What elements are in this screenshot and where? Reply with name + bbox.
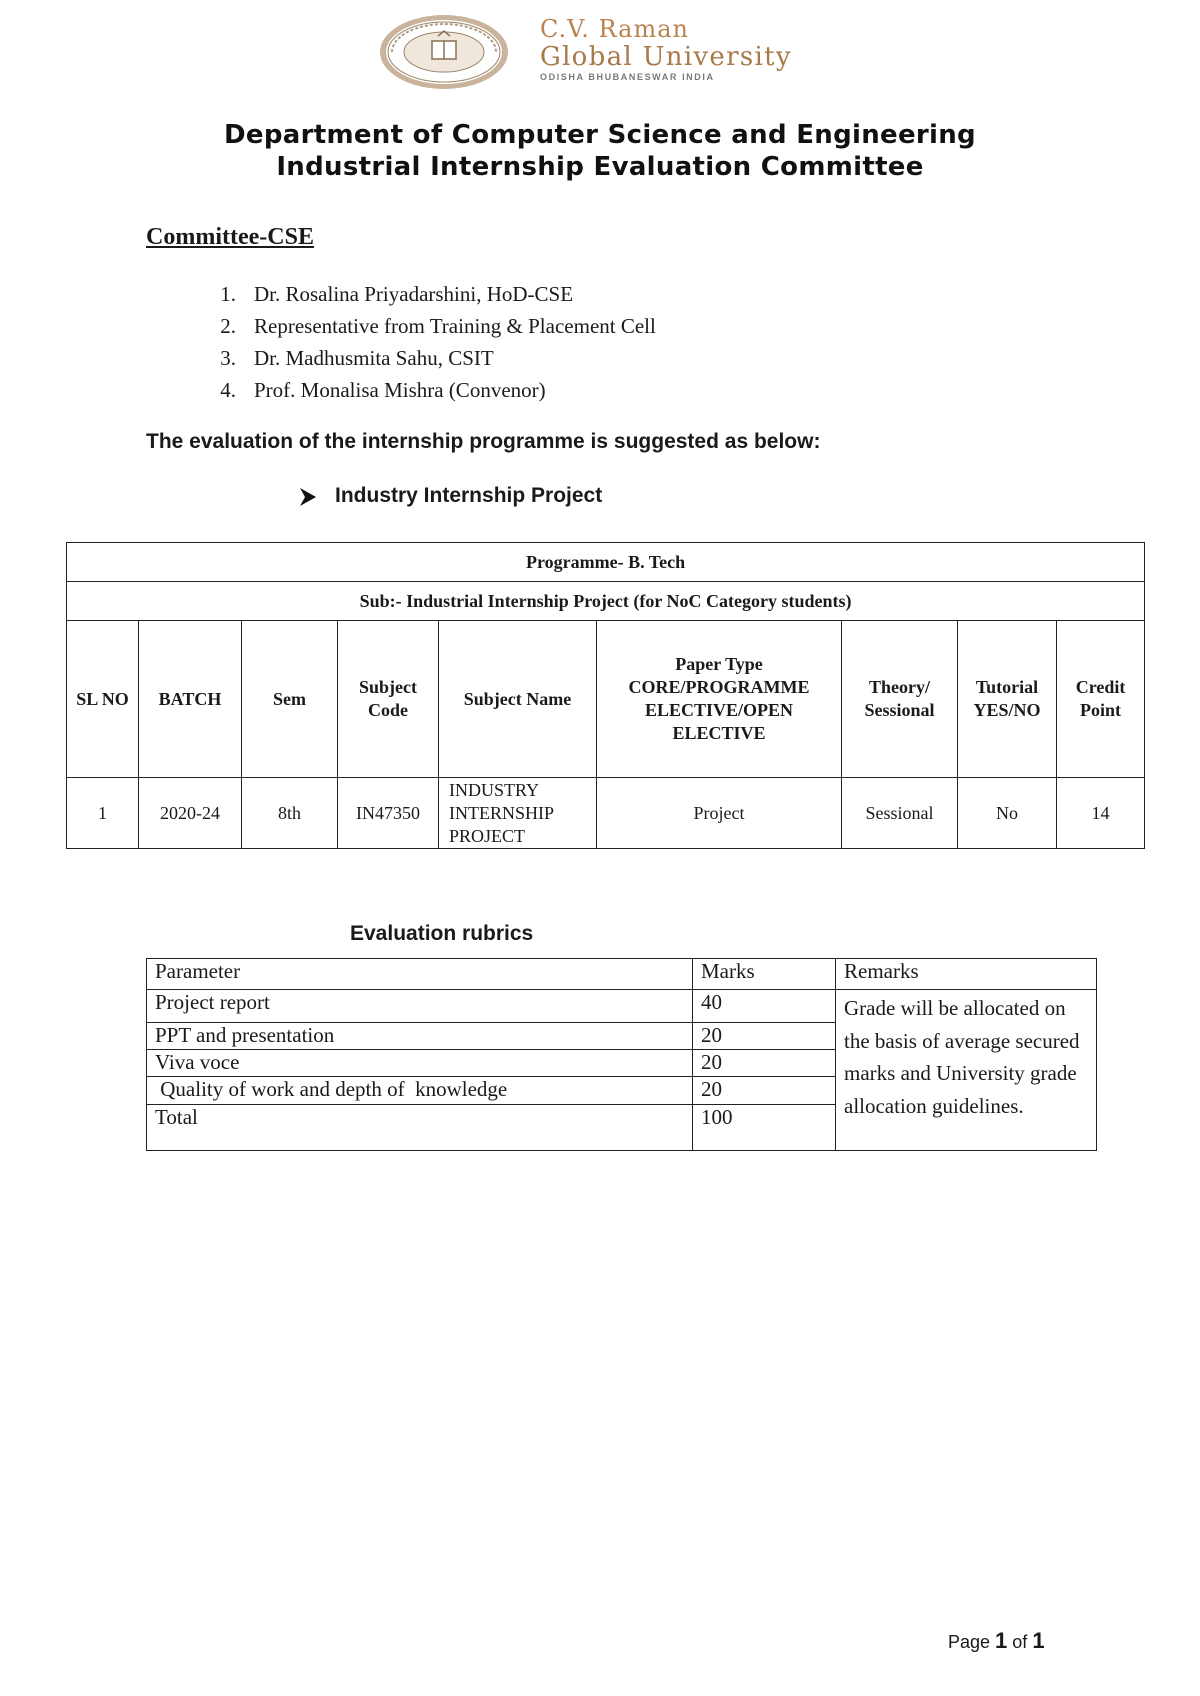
member-name: Dr. Rosalina Priyadarshini, HoD-CSE	[254, 282, 574, 306]
header-paper-type: Paper Type CORE/PROGRAMME ELECTIVE/OPEN ELECTIVE	[597, 621, 842, 778]
cell-sl-no: 1	[67, 778, 139, 849]
list-number: 4.	[220, 378, 236, 402]
section-heading: Industry Internship Project	[335, 484, 603, 507]
header-tutorial: Tutorial YES/NO	[958, 621, 1057, 778]
list-number: 2.	[220, 314, 236, 338]
rubrics-heading: Evaluation rubrics	[350, 922, 534, 945]
header-marks: Marks	[693, 959, 836, 990]
remarks-cell: Grade will be allocated on the basis of average secured marks and University grade allocation guidelines.	[836, 990, 1097, 1151]
cell-paper-type: Project	[597, 778, 842, 849]
cell-subject-name: INDUSTRY INTERNSHIP PROJECT	[439, 778, 597, 849]
cell-tutorial: No	[958, 778, 1057, 849]
cell-batch: 2020-24	[139, 778, 242, 849]
subject-line: Sub:- Industrial Internship Project (for NoC Category students)	[67, 582, 1145, 621]
university-seal-logo	[378, 14, 510, 90]
header-remarks: Remarks	[836, 959, 1097, 990]
header-sem: Sem	[242, 621, 338, 778]
parameter-cell: Project report	[147, 990, 693, 1023]
parameter-cell: Quality of work and depth of knowledge	[147, 1077, 693, 1105]
department-heading: Department of Computer Science and Engineering	[224, 120, 976, 150]
cell-sem: 8th	[242, 778, 338, 849]
page-footer	[948, 1628, 1045, 1654]
list-number: 3.	[220, 346, 236, 370]
parameter-cell: PPT and presentation	[147, 1023, 693, 1050]
header-parameter: Parameter	[147, 959, 693, 990]
logo-title-line2: Global University	[540, 42, 792, 72]
parameter-cell: Total	[147, 1105, 693, 1151]
table-row	[67, 778, 1145, 849]
page-number: 1	[995, 1628, 1008, 1653]
marks-cell: 20	[693, 1050, 836, 1077]
table-row	[147, 990, 1097, 1023]
logo-title-line1: C.V. Raman	[540, 15, 689, 43]
marks-cell: 20	[693, 1023, 836, 1050]
evaluation-intro: The evaluation of the internship programme is suggested as below:	[146, 430, 821, 453]
list-number: 1.	[220, 282, 236, 306]
header-subject-name: Subject Name	[439, 621, 597, 778]
marks-cell: 20	[693, 1077, 836, 1105]
logo-location-line: ODISHA BHUBANESWAR INDIA	[540, 72, 715, 82]
header-theory-sessional: Theory/ Sessional	[842, 621, 958, 778]
member-name: Dr. Madhusmita Sahu, CSIT	[254, 346, 494, 370]
header-sl-no: SL NO	[67, 621, 139, 778]
programme-title: Programme- B. Tech	[67, 543, 1145, 582]
page-total: 1	[1032, 1628, 1045, 1653]
member-name: Prof. Monalisa Mishra (Convenor)	[254, 378, 546, 402]
programme-table	[66, 542, 1145, 849]
cell-subject-code: IN47350	[338, 778, 439, 849]
of-label: of	[1007, 1632, 1033, 1652]
arrow-bullet-icon	[298, 486, 318, 508]
committee-title: Committee-CSE	[146, 224, 314, 250]
cell-credit-point: 14	[1057, 778, 1145, 849]
member-name: Representative from Training & Placement Cell	[254, 314, 656, 338]
header-subject-code: Subject Code	[338, 621, 439, 778]
marks-cell: 100	[693, 1105, 836, 1151]
rubrics-table	[146, 958, 1097, 1151]
committee-heading: Industrial Internship Evaluation Committee	[276, 152, 924, 182]
header-credit-point: Credit Point	[1057, 621, 1145, 778]
marks-cell: 40	[693, 990, 836, 1023]
header-batch: BATCH	[139, 621, 242, 778]
parameter-cell: Viva voce	[147, 1050, 693, 1077]
page-label: Page	[948, 1632, 996, 1652]
cell-theory-sessional: Sessional	[842, 778, 958, 849]
